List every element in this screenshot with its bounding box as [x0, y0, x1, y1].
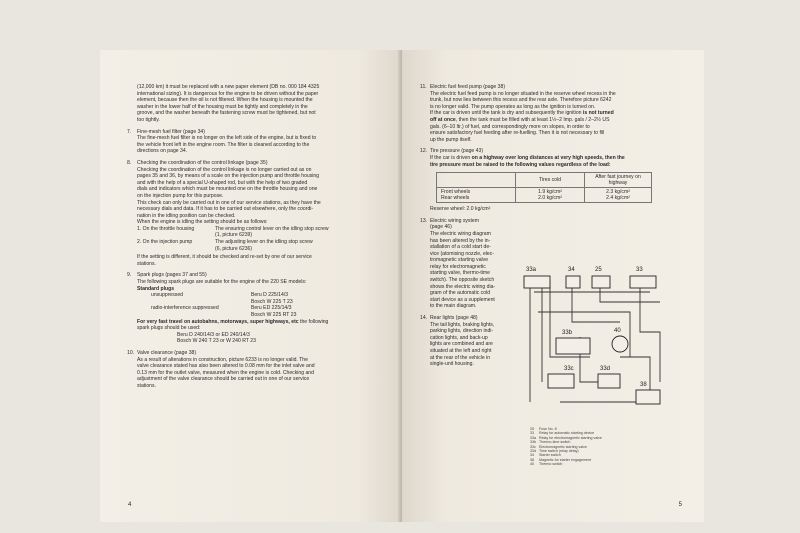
text-line: tromagnetic starting valve — [430, 257, 489, 264]
text-line: groove, and the washer beneath the fastening screw must be tightened, but not — [137, 110, 316, 117]
wiring-diagram — [520, 262, 670, 427]
section-heading: Electric fuel feed pump (page 38) — [430, 84, 506, 90]
diagram-label: 33 — [636, 267, 643, 273]
legend-key: 25 — [530, 427, 534, 431]
text-line: pages 35 and 36, by means of a scale on the injection pump and throttle housing — [137, 173, 320, 180]
text-line: on the injection pump for this purpose. — [137, 192, 224, 199]
intro-paragraph — [127, 84, 382, 124]
cell-text: Rear wheels — [441, 195, 470, 202]
fast-travel-rest: the following — [298, 318, 329, 325]
text-line: single-unit housing. — [430, 361, 474, 368]
section-number: 8. — [127, 159, 132, 166]
section-number: 9. — [127, 272, 132, 279]
text-line: Checking the coordination of the control linkage is no longer carried out as on — [137, 166, 312, 173]
text-line: stations. — [137, 382, 156, 389]
text-line: vice (atomising nozzle, elec- — [430, 250, 494, 257]
table-header-cell: Tires cold — [516, 173, 585, 188]
text-line — [430, 162, 684, 169]
subheading — [137, 286, 382, 293]
text-line: parking lights, direction indi- — [430, 328, 494, 335]
cell-text: 2.4 kg/cm² — [606, 195, 630, 202]
legend-item — [530, 462, 602, 466]
table-row — [437, 188, 652, 203]
reserve-wheel-note: Reserve wheel: 2.0 kg/cm² — [430, 206, 491, 213]
relay-33 — [630, 276, 656, 288]
step-reference: (1, picture 6239) — [215, 232, 253, 239]
standard-plugs-heading: Standard plugs — [137, 285, 175, 292]
bold-span: tire pressure must be raised to the following values regardless of the load: — [430, 161, 611, 168]
relay-33a — [524, 276, 550, 288]
plug-model: Bosch W 225 RT 23 — [251, 312, 297, 318]
table-cell — [437, 188, 516, 203]
legend-value: Electromagnetic starting valve — [539, 444, 587, 449]
text-line: relay for electromagnetic — [430, 263, 486, 270]
text-line: stallation of a cold start de- — [430, 244, 491, 251]
diagram-label: 33a — [526, 267, 537, 273]
section-heading: Spark plugs (pages 37 and 55) — [137, 272, 207, 279]
thermo-switch-40 — [612, 336, 628, 352]
diagram-label: 40 — [614, 328, 621, 334]
text-line: adjustment of the valve clearance should be carried out in one of our service — [137, 376, 310, 383]
bold-span: on a highway over long distances at very high speeds, then the — [470, 154, 625, 161]
diagram-label: 33d — [600, 366, 611, 372]
text-line: stations. — [137, 260, 156, 267]
legend-value: Starter switch — [539, 453, 561, 458]
fast-plug-model: Bosch W 240 T 23 or W 240 RT 23 — [177, 338, 256, 345]
text-line: situated at the left and right — [430, 348, 492, 354]
plug-type: unsuppressed — [151, 292, 184, 299]
table-header-cell — [437, 173, 516, 188]
text-line: at the rear of the vehicle in — [430, 354, 491, 361]
text-line: (12,000 km) it must be replaced with a new paper element (DB no. 000 184 4325 — [137, 84, 320, 90]
text-span: , then the tank must be filled with at least 1½–2 Imp. gals / 2–2½ US — [455, 116, 610, 123]
plug-row — [137, 292, 382, 299]
text-line: The electric fuel feed pump is no longer situated in the reserve wheel recess in the — [430, 90, 616, 97]
legend-value: Magnetic for starter engagement — [539, 457, 591, 462]
text-line: As a result of alterations in construction, picture 6233 is no longer valid. The — [137, 356, 308, 363]
text-line: The fine-mesh fuel filter is no longer on the left side of the engine, but is fixed to — [137, 135, 317, 142]
step-description: The adjusting lever on the idling stop screw — [215, 239, 313, 246]
section-heading: Checking the coordination of the control linkage (page 35) — [137, 159, 268, 166]
text-line: 0.13 mm for the outlet valve, measured when the engine is cold. Checking and — [137, 369, 314, 376]
left-page — [100, 50, 402, 522]
plug-type: radio-interference suppressed — [151, 305, 219, 312]
text-line: and with the help of a special U-shaped rod, but with the help of two graded — [137, 179, 308, 186]
text-line: shows the electric wiring dia- — [430, 283, 496, 290]
section-number: 7. — [127, 128, 132, 135]
cell-text: 1.9 kg/cm² — [538, 189, 562, 196]
text-line: is no longer valid. The pump operates as long as the ignition is turned on. — [430, 103, 596, 110]
text-line: starting valve, thermo-time — [430, 270, 491, 277]
section-heading: Valve clearance (page 38) — [137, 349, 197, 356]
text-line: necessary dials and data. If it has to be carried out elsewhere, only the coordi- — [137, 206, 314, 213]
section-control-linkage — [127, 160, 382, 268]
text-line: directions on page 34. — [137, 148, 188, 155]
right-page — [402, 50, 704, 522]
text-line: The electric wiring diagram — [430, 230, 491, 237]
text-line: too tightly. — [137, 116, 160, 123]
text-line: cation lights, and back-up — [430, 334, 488, 341]
text-line: switch). The opposite sketch — [430, 277, 495, 284]
section-heading: Rear lights (page 48) — [430, 315, 478, 322]
starter-magnet-38 — [636, 390, 660, 404]
step-location: 2. On the injection pump — [137, 239, 193, 246]
diagram-label: 33b — [562, 330, 573, 336]
section-number: 12. — [420, 148, 428, 155]
time-switch-33d — [598, 374, 620, 388]
bold-span: is not turned — [581, 110, 614, 117]
diagram-label: 25 — [595, 267, 602, 273]
text-line: When the engine is idling the setting should be as follows: — [137, 219, 268, 226]
diagram-label: 33c — [564, 366, 574, 372]
legend-key: 38 — [530, 457, 534, 462]
text-line: washer in the lower half of the housing must be tightly and completely in the — [137, 103, 308, 110]
legend-key: 33 — [530, 431, 534, 436]
fast-travel-bold: For very fast travel on autobahns, motorways, super highways, etc — [137, 318, 299, 325]
table-cell — [516, 188, 585, 203]
text-line: up the pump itself. — [430, 136, 472, 143]
step-reference: (6, picture 6236) — [215, 245, 253, 252]
plug-model: Beru D 225/14/3 — [251, 292, 289, 299]
cell-text: 2.3 kg/cm² — [606, 189, 630, 196]
starting-valve-33c — [548, 374, 574, 388]
fast-plug-model: Beru D 240/14/3 or ED 240/14/3 — [177, 331, 250, 338]
diagram-label: 38 — [640, 382, 647, 388]
text-line — [430, 110, 684, 117]
legend-key: 40 — [530, 462, 534, 467]
text-line: lights are combined and are — [430, 341, 493, 348]
text-line: gram of the automatic cold — [430, 290, 491, 297]
setting-step — [137, 226, 382, 239]
section-spark-plugs — [127, 272, 382, 345]
plug-model: Beru ED 225/14/3 — [251, 305, 292, 312]
plug-type — [137, 312, 251, 319]
text-line: to the main diagram. — [430, 303, 477, 310]
text-line: gals. (6–10 ltr.) of fuel, and correspondingly more on slopes, in order to — [430, 123, 590, 130]
text-line: has been altered by the in- — [430, 237, 491, 244]
text-line: element, because then the oil is not filtered. When the housing is mounted the — [137, 97, 313, 104]
cell-text: 2.0 kg/cm² — [538, 195, 562, 202]
text-line: spark plugs should be used: — [137, 325, 201, 332]
table-header-cell: After fast journey on highway — [585, 173, 652, 188]
text-line: valve clearance stated has also been altered to 0.08 mm for the inlet valve and — [137, 363, 315, 370]
section-heading: Fine-mesh fuel filter (page 34) — [137, 128, 205, 135]
plug-row — [137, 299, 382, 306]
plug-model: Bosch W 225 T 23 — [251, 298, 293, 305]
text-line: international sizing). It is dangerous for the engine to be driven without the paper — [137, 90, 319, 97]
text-line: This check can only be carried out in one of our service stations, as they have the — [137, 199, 321, 206]
text-line: The following spark plugs are suitable for the engine of the 220 SE models: — [137, 279, 307, 286]
legend-key: 34 — [530, 453, 534, 458]
text-line: If the setting is different, it should be checked and re-set by one of our service — [137, 254, 312, 261]
section-number: 14. — [420, 315, 428, 322]
text-span: If the car is driven — [430, 154, 471, 161]
plug-row — [137, 312, 382, 319]
section-heading: Tire pressure (page 43) — [430, 148, 484, 155]
page-number: 5 — [678, 502, 682, 508]
text-line: the vehicle front left in the engine room. The filter is cleaned according to the — [137, 141, 310, 148]
text-line: The tail lights, braking lights, — [430, 321, 495, 328]
legend-value: Time switch (relay delay) — [539, 449, 579, 454]
legend-value: Fuse No. 8 — [539, 427, 557, 431]
section-number: 10. — [127, 349, 135, 356]
section-fuel-pump — [420, 84, 684, 143]
legend-key: 33b — [530, 440, 536, 445]
text-line — [430, 155, 684, 162]
section-tire-pressure — [420, 148, 684, 212]
table-cell — [585, 188, 652, 203]
section-number: 11. — [420, 84, 427, 90]
diagram-legend — [530, 427, 602, 467]
plug-row — [137, 305, 382, 312]
page-number: 4 — [128, 502, 132, 508]
legend-value: Relay for electromagnetic starting valve — [539, 435, 602, 440]
text-line — [430, 117, 684, 124]
text-line: dials and indicators which must be mounted one on the throttle housing and one — [137, 186, 318, 193]
fuse-25 — [592, 276, 610, 288]
plug-type — [137, 299, 251, 306]
legend-key: 33d — [530, 449, 536, 454]
text-line: (page 46) — [430, 224, 452, 231]
text-line: ensure satisfactory fuel feeding after re-fuelling. Then it is not necessary to fill — [430, 130, 605, 137]
cell-text: Front wheels — [441, 189, 471, 196]
legend-value: Thermo-time switch — [539, 440, 571, 445]
legend-key: 33a — [530, 435, 536, 440]
fast-travel-note — [137, 319, 382, 326]
thermo-time-switch-33b — [556, 338, 590, 354]
legend-value: Relay for automatic starting device — [539, 431, 595, 436]
step-description: The ensuring control lever on the idling stop screw — [215, 225, 329, 232]
diagram-label: 34 — [568, 267, 575, 273]
legend-key: 33c — [530, 444, 536, 449]
setting-step — [137, 239, 382, 252]
section-heading: Electric wiring system — [430, 217, 479, 224]
legend-value: Thermo switch — [539, 462, 563, 467]
section-number: 13. — [420, 217, 428, 224]
starter-switch-34 — [566, 276, 580, 288]
text-line: start device as a supplement — [430, 296, 495, 303]
open-booklet — [100, 50, 704, 522]
step-location: 1. On the throttle housing — [137, 225, 195, 232]
section-fuel-filter — [127, 129, 382, 155]
text-span: If the car is driven until the tank is dry and subsequently the ignition — [430, 110, 582, 117]
section-valve-clearance — [127, 350, 382, 390]
tire-pressure-table — [436, 172, 652, 203]
text-line: trunk, but now lies between this recess and the rear axle. Therefore picture 6242 — [430, 97, 612, 104]
wire — [534, 280, 650, 357]
bold-span: off at once — [430, 116, 456, 123]
table-header-row — [437, 173, 652, 188]
text-line: nation in the idling position can be checked. — [137, 212, 236, 219]
